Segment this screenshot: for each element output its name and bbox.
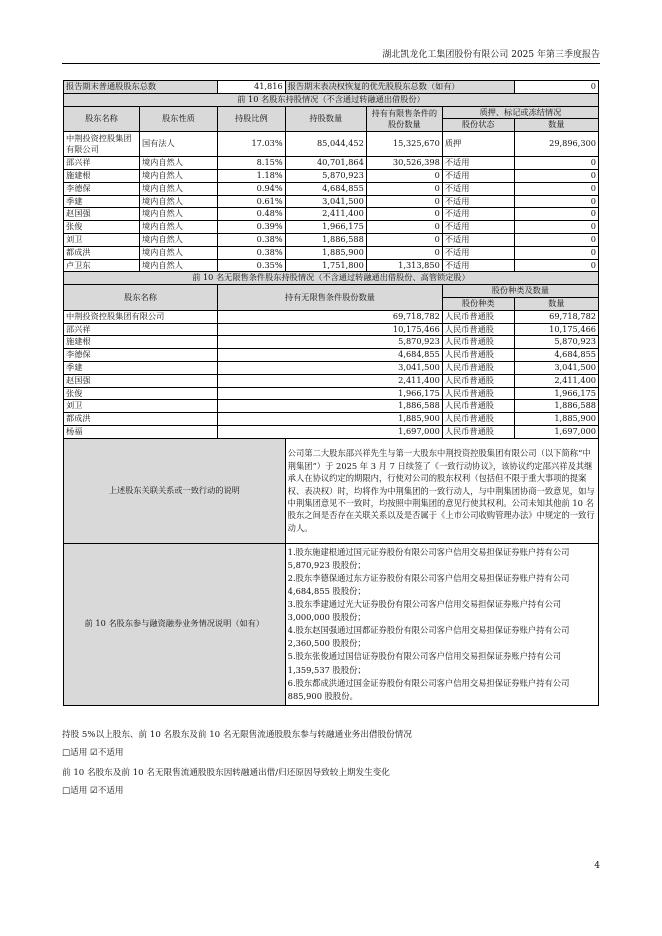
margin-item: 6.股东都成洪通过国金证券股份有限公司客户信用交易担保证券账户持有公司 885,900 股股份。 [287,677,570,701]
cell-type: 人民币普通股 [442,413,514,426]
table-row [64,259,599,272]
col-header-shares: 持股数量 [285,106,366,132]
page-number: 4 [594,861,600,871]
cell-ratio: 17.03% [218,132,286,157]
lending-options: □适用 ☑不适用 [62,748,124,758]
col-header-qty: 数量 [514,119,598,132]
cell-type: 人民币普通股 [442,374,514,387]
cell-qty: 0 [514,182,598,195]
cell-status: 不适用 [442,221,514,234]
cell-ratio: 8.15% [218,157,286,170]
cell-name: 张俊 [64,221,140,234]
cell-name: 中荆投资控股集团有限公司 [64,132,140,157]
cell-qty: 0 [514,246,598,259]
cell-ratio: 0.39% [218,221,286,234]
cell-type: 人民币普通股 [442,323,514,336]
cell-name: 都成洪 [64,413,218,426]
top10-shareholders-table [63,80,599,706]
cell-nature: 境内自然人 [139,157,217,170]
cell-shares: 1,885,900 [285,246,366,259]
cell-name: 赵国强 [64,374,218,387]
cell-qty: 0 [514,221,598,234]
cell-nature: 境内自然人 [139,195,217,208]
cell-shares: 1,966,175 [285,221,366,234]
cell-qty: 1,697,000 [514,425,598,438]
cell-name: 李德保 [64,349,218,362]
cell-type: 人民币普通股 [442,336,514,349]
cell-restricted: 0 [366,195,442,208]
col-header-nature: 股东性质 [139,106,217,132]
cell-name: 都成洪 [64,246,140,259]
cell-name: 张俊 [64,387,218,400]
cell-shares: 1,886,588 [285,233,366,246]
col-header-name: 股东名称 [64,106,140,132]
cell-name: 赵国强 [64,208,140,221]
cell-restricted: 0 [366,182,442,195]
common-holders-value: 41,816 [218,81,286,94]
ur-header-type: 股份种类 [442,297,514,310]
cell-ratio: 0.38% [218,233,286,246]
table-row [64,195,599,208]
cell-type: 人民币普通股 [442,310,514,323]
cell-qty: 0 [514,233,598,246]
cell-qty: 0 [514,195,598,208]
margin-text [285,543,598,705]
cell-restricted: 0 [366,221,442,234]
cell-restricted: 30,526,398 [366,157,442,170]
col-header-restricted: 持有有限售条件的股份数量 [366,106,442,132]
cell-shares: 4,684,855 [218,349,443,362]
cell-nature: 境内自然人 [139,259,217,272]
cell-name: 李德保 [64,182,140,195]
cell-shares: 85,044,452 [285,132,366,157]
cell-qty: 5,870,923 [514,336,598,349]
cell-restricted: 1,313,850 [366,259,442,272]
ur-header-type-group: 股份种类及数量 [442,285,598,298]
cell-restricted: 0 [366,233,442,246]
ur-header-qty: 数量 [514,297,598,310]
cell-shares: 1,697,000 [218,425,443,438]
cell-qty: 2,411,400 [514,374,598,387]
cell-shares: 2,411,400 [218,374,443,387]
common-holders-label: 报告期末普通股股东总数 [64,81,218,94]
cell-qty: 0 [514,169,598,182]
cell-status: 不适用 [442,259,514,272]
cell-shares: 69,718,782 [218,310,443,323]
cell-restricted: 0 [366,169,442,182]
table-row [64,413,599,426]
cell-shares: 1,966,175 [218,387,443,400]
change-note: 前 10 名股东及前 10 名无限售流通股股东因转融通出借/归还原因导致较上期发生变化 [62,768,390,778]
cell-type: 人民币普通股 [442,400,514,413]
cell-qty: 1,886,588 [514,400,598,413]
cell-shares: 4,684,855 [285,182,366,195]
col-header-status: 股份状态 [442,119,514,132]
cell-name: 邵兴祥 [64,323,218,336]
cell-qty: 0 [514,259,598,272]
cell-name: 刘卫 [64,400,218,413]
cell-ratio: 0.38% [218,246,286,259]
table-row [64,336,599,349]
margin-item: 5.股东张俊通过国信证券股份有限公司客户信用交易担保证券账户持有公司 1,359,537 股股份； [287,651,562,675]
cell-nature: 境内自然人 [139,233,217,246]
cell-status: 不适用 [442,195,514,208]
change-options: □适用 ☑不适用 [62,786,124,796]
ur-header-shares: 持有无限售条件股份数量 [218,285,443,311]
cell-qty: 3,041,500 [514,361,598,374]
table-row [64,374,599,387]
cell-nature: 境内自然人 [139,221,217,234]
table-row [64,132,599,157]
cell-ratio: 0.94% [218,182,286,195]
cell-ratio: 0.61% [218,195,286,208]
table-row [64,361,599,374]
cell-nature: 境内自然人 [139,182,217,195]
pref-holders-label: 报告期末表决权恢复的优先股股东总数（如有） [285,81,514,94]
cell-name: 中荆投资控股集团有限公司 [64,310,218,323]
cell-name: 邵兴祥 [64,157,140,170]
cell-type: 人民币普通股 [442,425,514,438]
cell-shares: 5,870,923 [285,169,366,182]
margin-label: 前 10 名股东参与融资融券业务情况说明（如有） [64,543,286,705]
related-label: 上述股东关联关系或一致行动的说明 [64,438,286,543]
cell-qty: 1,966,175 [514,387,598,400]
col-header-ratio: 持股比例 [218,106,286,132]
unrestricted-section-title: 前 10 名无限售条件股东持股情况（不含通过转融通出借股份、高管锁定股） [64,272,599,285]
cell-qty: 69,718,782 [514,310,598,323]
cell-shares: 1,886,588 [218,400,443,413]
table-row [64,400,599,413]
cell-name: 施建根 [64,169,140,182]
table-row [64,310,599,323]
cell-restricted: 0 [366,208,442,221]
cell-name: 施建根 [64,336,218,349]
cell-shares: 2,411,400 [285,208,366,221]
table-row [64,425,599,438]
cell-nature: 境内自然人 [139,208,217,221]
cell-ratio: 0.35% [218,259,286,272]
table-row [64,221,599,234]
cell-status: 不适用 [442,233,514,246]
cell-status: 不适用 [442,169,514,182]
table-row [64,169,599,182]
cell-type: 人民币普通股 [442,349,514,362]
top10-section-title: 前 10 名股东持股情况（不含通过转融通出借股份） [64,93,599,106]
cell-shares: 1,751,800 [285,259,366,272]
cell-nature: 境内自然人 [139,246,217,259]
pref-holders-value: 0 [514,81,598,94]
table-row [64,233,599,246]
cell-ratio: 1.18% [218,169,286,182]
table-row [64,246,599,259]
cell-shares: 3,041,500 [218,361,443,374]
cell-nature: 境内自然人 [139,169,217,182]
cell-restricted: 15,325,670 [366,132,442,157]
cell-nature: 国有法人 [139,132,217,157]
cell-shares: 3,041,500 [285,195,366,208]
table-row [64,349,599,362]
cell-shares: 1,885,900 [218,413,443,426]
cell-status: 不适用 [442,246,514,259]
cell-name: 季建 [64,195,140,208]
table-row [64,208,599,221]
report-header-title: 湖北凯龙化工集团股份有限公司 2025 年第三季度报告 [382,50,600,60]
cell-qty: 1,885,900 [514,413,598,426]
table-row [64,387,599,400]
cell-status: 不适用 [442,208,514,221]
cell-qty: 29,896,300 [514,132,598,157]
cell-qty: 10,175,466 [514,323,598,336]
cell-ratio: 0.48% [218,208,286,221]
cell-shares: 10,175,466 [218,323,443,336]
margin-item: 4.股东赵国强通过国都证券股份有限公司客户信用交易担保证券账户持有公司 2,360,500 股股份； [287,625,570,649]
cell-restricted: 0 [366,246,442,259]
cell-status: 质押 [442,132,514,157]
table-row [64,323,599,336]
cell-shares: 40,701,864 [285,157,366,170]
cell-type: 人民币普通股 [442,387,514,400]
col-header-pledge: 质押、标记或冻结情况 [442,106,598,119]
cell-type: 人民币普通股 [442,361,514,374]
margin-item: 2.股东李德保通过东方证券股份有限公司客户信用交易担保证券账户持有公司 4,684,855 股股份； [287,572,570,596]
cell-status: 不适用 [442,157,514,170]
cell-qty: 0 [514,157,598,170]
cell-name: 季建 [64,361,218,374]
related-text: 公司第二大股东邵兴祥先生与第一大股东中荆投资控股集团有限公司（以下简称“中荆集团”）于 2025 年 3 月 7 日续签了《一致行动协议》，该协议约定邵兴祥及其继承人在协议约定的期限内，行使对公司的股东权利（包括但不限于重大事项的提案权、表决权）时，均将作为中荆集团的一致行动人，与中荆集团协商一致意见，如与中荆集团意见不一致时，均按照中荆集团的意见行使其权利。公司未知其他前 10 名股东之间是否存在关联关系以及是否属于《上市公司收购管理办法》中规定的一致行动人。 [285,438,598,543]
table-row [64,182,599,195]
cell-name: 卢卫东 [64,259,140,272]
ur-header-name: 股东名称 [64,285,218,311]
cell-name: 刘卫 [64,233,140,246]
cell-status: 不适用 [442,182,514,195]
cell-name: 杨福 [64,425,218,438]
header-divider [62,63,600,64]
margin-item: 3.股东季建通过光大证券股份有限公司客户信用交易担保证券账户持有公司 3,000,000 股股份； [287,599,562,623]
cell-qty: 4,684,855 [514,349,598,362]
table-row [64,157,599,170]
margin-item: 1.股东施建根通过国元证券股份有限公司客户信用交易担保证券账户持有公司 5,870,923 股股份； [287,546,570,570]
lending-note: 持股 5%以上股东、前 10 名股东及前 10 名无限售流通股股东参与转融通业务出借股份情况 [62,730,412,740]
cell-qty: 0 [514,208,598,221]
cell-shares: 5,870,923 [218,336,443,349]
